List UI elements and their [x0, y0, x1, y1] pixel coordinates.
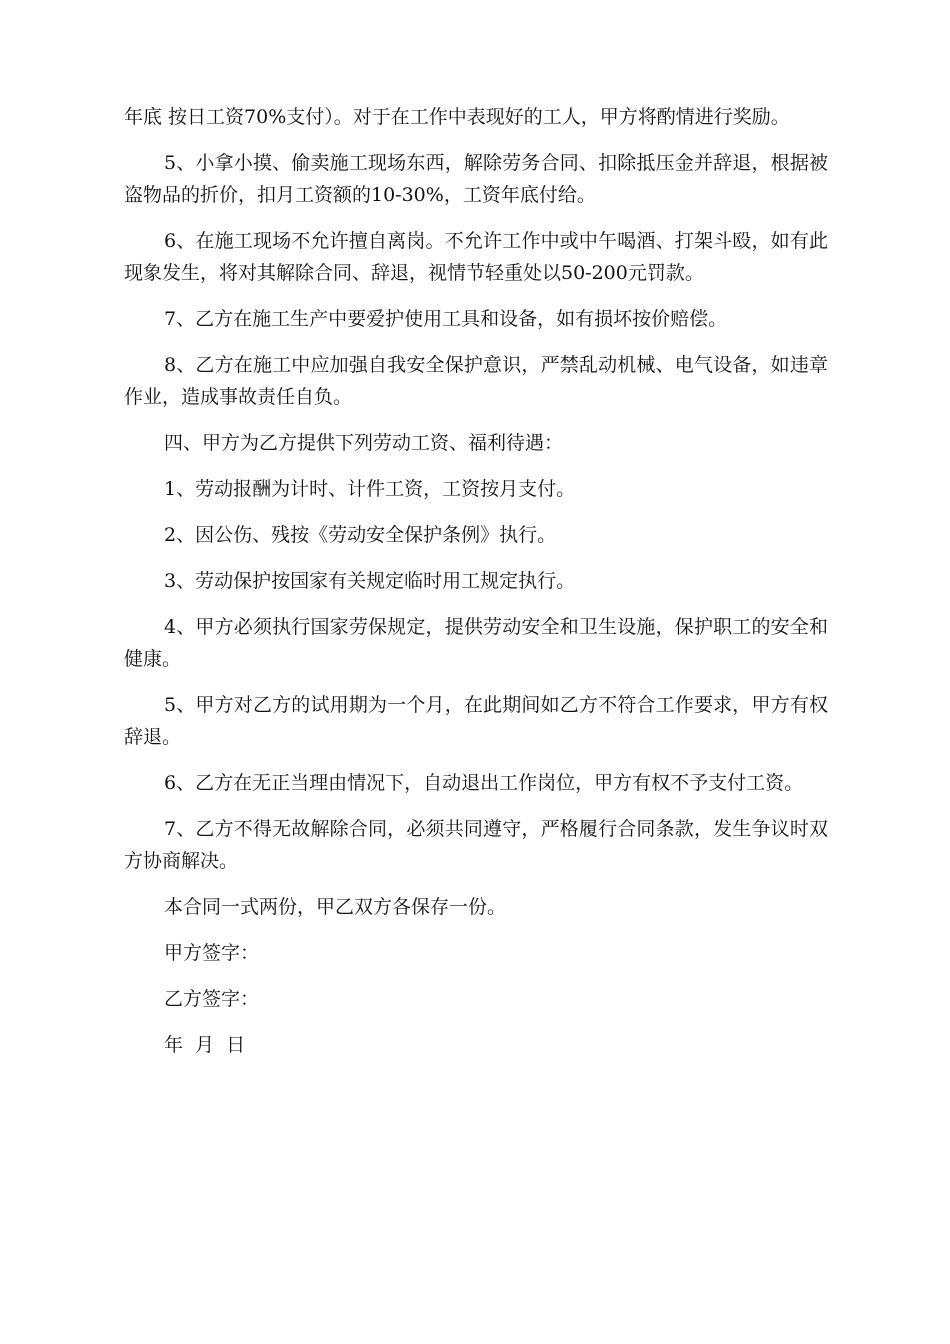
- section-heading-4: 四、甲方为乙方提供下列劳动工资、福利待遇：: [164, 432, 564, 454]
- clause-3-5: 5、小拿小摸、偷卖施工现场东西，解除劳务合同、扣除抵压金并辞退，根据被盗物品的折价，扣月工资额的10-30%，工资年底付给。: [124, 152, 828, 206]
- clause-4-7: 7、乙方不得无故解除合同，必须共同遵守，严格履行合同条款，发生争议时双方协商解决。: [124, 818, 828, 872]
- party-b-signature: 乙方签字：: [164, 988, 260, 1010]
- clause-4-2: 2、因公伤、残按《劳动安全保护条例》执行。: [164, 524, 557, 546]
- clause-4-3: 3、劳动保护按国家有关规定临时用工规定执行。: [164, 570, 576, 592]
- copies-statement: 本合同一式两份，甲乙双方各保存一份。: [164, 896, 507, 918]
- paragraph-continuation: 年底 按日工资70%支付）。对于在工作中表现好的工人，甲方将酌情进行奖励。: [124, 106, 790, 128]
- date-line: 年 月 日: [164, 1034, 246, 1056]
- document-body: [124, 101, 828, 1075]
- clause-4-4: 4、甲方必须执行国家劳保规定，提供劳动安全和卫生设施，保护职工的安全和健康。: [124, 616, 828, 670]
- clause-3-8: 8、乙方在施工中应加强自我安全保护意识，严禁乱动机械、电气设备，如违章作业，造成事故责任自负。: [124, 354, 828, 408]
- clause-3-7: 7、乙方在施工生产中要爱护使用工具和设备，如有损坏按价赔偿。: [164, 308, 728, 330]
- clause-4-5: 5、甲方对乙方的试用期为一个月，在此期间如乙方不符合工作要求，甲方有权辞退。: [124, 694, 828, 748]
- clause-4-1: 1、劳动报酬为计时、计件工资，工资按月支付。: [164, 478, 576, 500]
- clause-3-6: 6、在施工现场不允许擅自离岗。不允许工作中或中午喝酒、打架斗殴，如有此现象发生，将对其解除合同、辞退，视情节轻重处以50-200元罚款。: [124, 230, 828, 284]
- party-a-signature: 甲方签字：: [164, 942, 260, 964]
- clause-4-6: 6、乙方在无正当理由情况下，自动退出工作岗位，甲方有权不予支付工资。: [164, 772, 804, 794]
